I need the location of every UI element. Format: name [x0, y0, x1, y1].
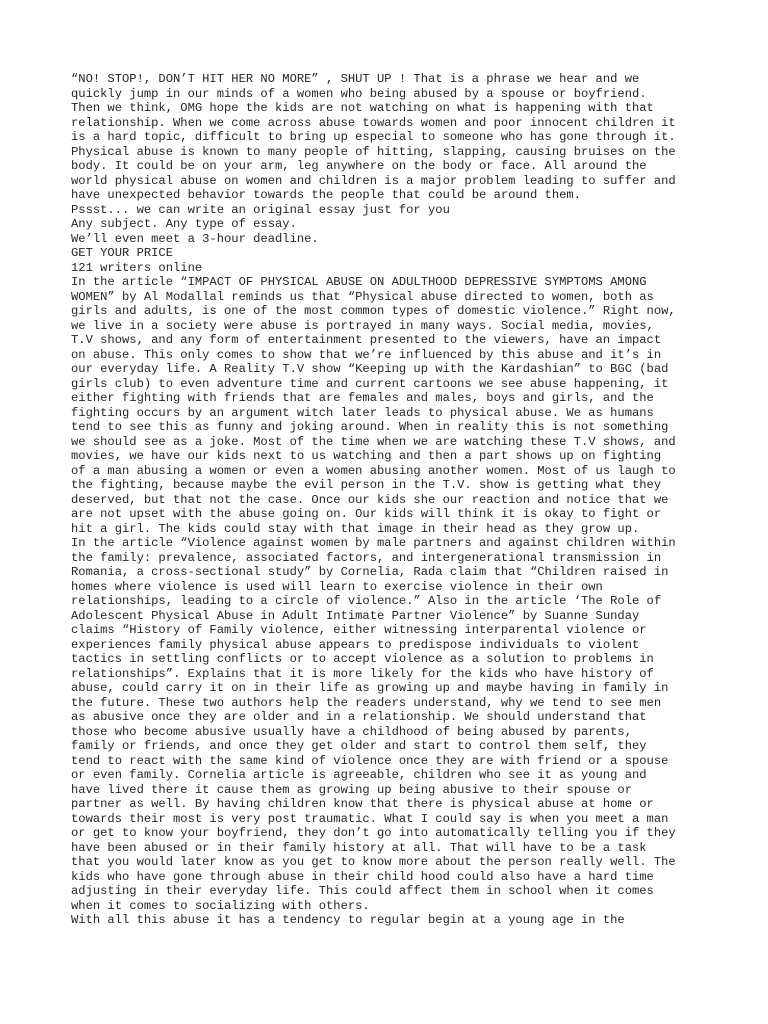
text-line: the future. These two authors help the readers understand, why we tend to see men	[71, 695, 662, 710]
text-line: those who become abusive usually have a childhood of being abused by parents,	[71, 724, 632, 739]
text-line: have lived there it cause them as growing up being abusive to their spouse or	[71, 782, 632, 797]
text-line: Adolescent Physical Abuse in Adult Intimate Partner Violence” by Suanne Sunday	[71, 608, 640, 623]
text-line: relationship. When we come across abuse towards women and poor innocent children it	[71, 115, 676, 130]
text-line: hit a girl. The kids could stay with that image in their head as they grow up.	[71, 521, 640, 536]
text-line: our everyday life. A Reality T.V show “Keeping up with the Kardashian” to BGC (bad	[71, 362, 669, 376]
text-line: are not upset with the abuse going on. Our kids will think it is okay to fight or	[71, 507, 662, 521]
text-line: movies, we have our kids next to us watching and then a part shows up on fighting	[71, 449, 662, 463]
text-line: on abuse. This only comes to show that we’re influenced by this abuse and it’s in	[71, 347, 662, 362]
text-line: girls club) to even adventure time and current cartoons we see abuse happening, it	[71, 376, 669, 391]
text-line: family or friends, and once they get older and start to control them self, they	[71, 739, 647, 753]
text-line: In the article “Violence against women by male partners and against children within	[71, 536, 676, 550]
text-line: relationships, leading to a circle of violence.” Also in the article ‘The Role of	[71, 594, 662, 608]
text-line: we live in a society were abuse is portrayed in many ways. Social media, movies,	[71, 318, 654, 333]
text-line: or get to know your boyfriend, they don’t go into automatically telling you if they	[71, 826, 676, 840]
text-line: “NO! STOP!, DON’T HIT HER NO MORE” , SHUT UP ! That is a phrase we hear and we	[71, 72, 640, 86]
text-line: tend to see this as funny and joking around. When in reality this is not something	[71, 420, 669, 434]
text-line: of a man abusing a women or even a women abusing another women. Most of us laugh to	[71, 463, 676, 478]
text-line: fighting occurs by an argument witch later leads to physical abuse. We as humans	[71, 405, 654, 420]
text-line: Then we think, OMG hope the kids are not watching on what is happening with that	[71, 101, 654, 115]
text-line: as abusive once they are older and in a relationship. We should understand that	[71, 710, 647, 724]
text-line: relationships”. Explains that it is more likely for the kids who have history of	[71, 666, 654, 681]
text-line: WOMEN” by Al Modallal reminds us that “Physical abuse directed to women, both as	[71, 289, 654, 304]
text-line: homes where violence is used will learn to exercise violence in their own	[71, 579, 603, 594]
text-line: Romania, a cross-sectional study” by Cornelia, Rada claim that “Children raised in	[71, 565, 669, 579]
text-line: world physical abuse on women and children is a major problem leading to suffer and	[71, 173, 676, 188]
text-line: is a hard topic, difficult to bring up especial to someone who has gone through it.	[71, 130, 676, 144]
text-line: We’ll even meet a 3-hour deadline.	[71, 231, 319, 246]
text-line: experiences family physical abuse appears to predispose individuals to violent	[71, 637, 640, 652]
text-line: T.V shows, and any form of entertainment presented to the viewers, have an impact	[71, 333, 662, 347]
text-line: quickly jump in our minds of a women who being abused by a spouse or boyfriend.	[71, 86, 647, 101]
text-line: With all this abuse it has a tendency to regular begin at a young age in the	[71, 913, 625, 927]
text-line: abuse, could carry it on in their life as growing up and maybe having in family in	[71, 681, 669, 695]
text-line: adjusting in their everyday life. This could affect them in school when it comes	[71, 884, 654, 898]
text-line: we should see as a joke. Most of the time when we are watching these T.V shows, and	[71, 434, 676, 449]
text-line: partner as well. By having children know that there is physical abuse at home or	[71, 797, 654, 811]
text-line: towards their most is very post traumatic. What I could say is when you meet a man	[71, 811, 669, 826]
text-line: have been abused or in their family history at all. That will have to be a task	[71, 840, 647, 855]
text-line: when it comes to socializing with others.	[71, 898, 370, 913]
text-line: that you would later know as you get to know more about the person really well. The	[71, 855, 676, 869]
text-line: claims “History of Family violence, either witnessing interparental violence or	[71, 623, 647, 637]
text-line: girls and adults, is one of the most common types of domestic violence.” Right now,	[71, 304, 676, 318]
text-line: tend to react with the same kind of violence once they are with friend or a spouse	[71, 753, 669, 768]
text-line: deserved, but that not the case. Once our kids she our reaction and notice that we	[71, 492, 669, 507]
text-line: 121 writers online	[71, 260, 203, 275]
text-line: have unexpected behavior towards the people that could be around them.	[71, 188, 581, 202]
text-line: kids who have gone through abuse in their child hood could also have a hard time	[71, 869, 654, 884]
document-body	[71, 72, 711, 928]
text-line: the family: prevalence, associated factors, and intergenerational transmission in	[71, 550, 662, 565]
text-line: Physical abuse is known to many people of hitting, slapping, causing bruises on the	[71, 144, 676, 159]
text-line: In the article “IMPACT OF PHYSICAL ABUSE ON ADULTHOOD DEPRESSIVE SYMPTOMS AMONG	[71, 275, 647, 289]
text-line: body. It could be on your arm, leg anywhere on the body or face. All around the	[71, 159, 647, 173]
text-line: Pssst... we can write an original essay just for you	[71, 202, 450, 217]
text-line: the fighting, because maybe the evil person in the T.V. show is getting what they	[71, 478, 662, 492]
text-line: either fighting with friends that are females and males, boys and girls, and the	[71, 391, 654, 405]
text-line: or even family. Cornelia article is agreeable, children who see it as young and	[71, 768, 647, 782]
text-line: tactics in settling conflicts or to accept violence as a solution to problems in	[71, 652, 654, 666]
text-line: Any subject. Any type of essay.	[71, 217, 297, 231]
text-line: GET YOUR PRICE	[71, 246, 173, 260]
